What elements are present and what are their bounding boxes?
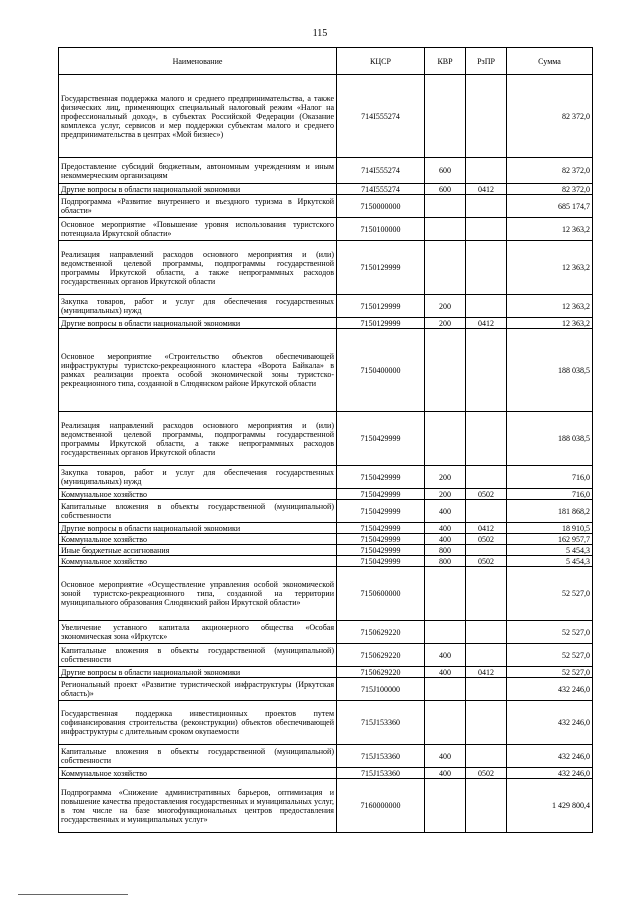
- cell-kvr: 800: [425, 556, 466, 567]
- cell-name: Коммунальное хозяйство: [59, 556, 337, 567]
- cell-sum: 188 038,5: [507, 329, 593, 412]
- table-row: [59, 621, 593, 644]
- table-row: [59, 75, 593, 158]
- table-row: [59, 534, 593, 545]
- budget-table: [58, 47, 593, 833]
- cell-rzpr: [466, 701, 507, 745]
- cell-rzpr: [466, 644, 507, 667]
- cell-kcsr: 7150129999: [337, 241, 425, 295]
- cell-kvr: [425, 621, 466, 644]
- cell-rzpr: [466, 567, 507, 621]
- cell-rzpr: 0502: [466, 534, 507, 545]
- cell-rzpr: [466, 745, 507, 768]
- cell-rzpr: [466, 412, 507, 466]
- cell-kcsr: 7150429999: [337, 545, 425, 556]
- cell-rzpr: 0412: [466, 667, 507, 678]
- cell-rzpr: [466, 545, 507, 556]
- cell-kcsr: 7150429999: [337, 500, 425, 523]
- cell-rzpr: [466, 678, 507, 701]
- table-row: [59, 184, 593, 195]
- cell-name: Подпрограмма «Развитие внутреннего и въездного туризма в Иркутской области»: [59, 195, 337, 218]
- cell-name: Подпрограмма «Снижение административных барьеров, оптимизация и повышение качества предоставления государственных и муниципальных услуг, в том числе на базе многофункциональных центров предоставления государственных и муниципальных услуг»: [59, 779, 337, 833]
- cell-kcsr: 715J100000: [337, 678, 425, 701]
- cell-rzpr: 0502: [466, 556, 507, 567]
- cell-rzpr: [466, 500, 507, 523]
- cell-kvr: 200: [425, 489, 466, 500]
- table-row: [59, 218, 593, 241]
- cell-kcsr: 7150429999: [337, 466, 425, 489]
- cell-kvr: [425, 218, 466, 241]
- cell-kcsr: 714I555274: [337, 184, 425, 195]
- cell-kcsr: 7150429999: [337, 523, 425, 534]
- cell-sum: 52 527,0: [507, 621, 593, 644]
- cell-kvr: 400: [425, 768, 466, 779]
- header-kvr: КВР: [425, 48, 466, 75]
- cell-sum: 716,0: [507, 466, 593, 489]
- cell-name: Закупка товаров, работ и услуг для обеспечения государственных (муниципальных) нужд: [59, 466, 337, 489]
- cell-kcsr: 7150100000: [337, 218, 425, 241]
- cell-sum: 432 246,0: [507, 701, 593, 745]
- cell-kcsr: 7150629220: [337, 667, 425, 678]
- table-row: [59, 412, 593, 466]
- cell-kvr: 400: [425, 500, 466, 523]
- cell-kvr: 200: [425, 295, 466, 318]
- cell-rzpr: [466, 466, 507, 489]
- table-row: [59, 158, 593, 184]
- cell-kvr: [425, 779, 466, 833]
- cell-kvr: [425, 75, 466, 158]
- table-row: [59, 295, 593, 318]
- cell-kvr: [425, 412, 466, 466]
- table-row: [59, 667, 593, 678]
- cell-rzpr: [466, 158, 507, 184]
- cell-sum: 82 372,0: [507, 184, 593, 195]
- footnote-rule: [18, 894, 128, 895]
- table-row: [59, 329, 593, 412]
- header-sum: Сумма: [507, 48, 593, 75]
- page-number: 115: [312, 28, 328, 39]
- table-row: [59, 523, 593, 534]
- cell-sum: 82 372,0: [507, 75, 593, 158]
- cell-kcsr: 715J153360: [337, 745, 425, 768]
- cell-kcsr: 715J153360: [337, 768, 425, 779]
- cell-sum: 5 454,3: [507, 545, 593, 556]
- cell-rzpr: [466, 621, 507, 644]
- table-row: [59, 567, 593, 621]
- cell-sum: 12 363,2: [507, 295, 593, 318]
- table-row: [59, 466, 593, 489]
- cell-sum: 432 246,0: [507, 745, 593, 768]
- table-row: [59, 489, 593, 500]
- cell-name: Основное мероприятие «Строительство объектов обеспечивающей инфраструктуры туристско-рекреационного кластера «Ворота Байкала» в рамках реализации проекта особой экономической зоны туристско-рекреационного типа, созданной в Слюдянском районе Иркутской области: [59, 329, 337, 412]
- cell-kvr: [425, 701, 466, 745]
- table-row: [59, 701, 593, 745]
- cell-rzpr: 0412: [466, 184, 507, 195]
- cell-sum: 52 527,0: [507, 667, 593, 678]
- cell-sum: 162 957,7: [507, 534, 593, 545]
- cell-kcsr: 7150429999: [337, 534, 425, 545]
- cell-sum: 432 246,0: [507, 678, 593, 701]
- cell-name: Другие вопросы в области национальной экономики: [59, 667, 337, 678]
- cell-rzpr: 0502: [466, 489, 507, 500]
- cell-rzpr: 0412: [466, 523, 507, 534]
- table-body: [59, 75, 593, 833]
- cell-kvr: [425, 195, 466, 218]
- cell-name: Региональный проект «Развитие туристической инфраструктуры (Иркутская область)»: [59, 678, 337, 701]
- cell-kvr: [425, 567, 466, 621]
- cell-sum: 1 429 800,4: [507, 779, 593, 833]
- cell-kvr: 400: [425, 644, 466, 667]
- cell-name: Коммунальное хозяйство: [59, 489, 337, 500]
- cell-kcsr: 7150129999: [337, 295, 425, 318]
- cell-kcsr: 7150600000: [337, 567, 425, 621]
- cell-name: Закупка товаров, работ и услуг для обеспечения государственных (муниципальных) нужд: [59, 295, 337, 318]
- cell-name: Государственная поддержка малого и среднего предпринимательства, а также физических лиц, применяющих специальный налоговый режим «Налог на профессиональный доход», в субъектах Российской Федерации (Оказание комплекса услуг, сервисов и мер поддержки субъектам малого и среднего предпринимательства в центрах «Мой бизнес»): [59, 75, 337, 158]
- table-row: [59, 545, 593, 556]
- cell-rzpr: [466, 295, 507, 318]
- cell-rzpr: [466, 779, 507, 833]
- cell-rzpr: [466, 195, 507, 218]
- cell-name: Коммунальное хозяйство: [59, 534, 337, 545]
- cell-name: Капитальные вложения в объекты государственной (муниципальной) собственности: [59, 500, 337, 523]
- cell-kcsr: 7150629220: [337, 621, 425, 644]
- table-row: [59, 318, 593, 329]
- cell-kcsr: 7150129999: [337, 318, 425, 329]
- cell-kcsr: 7150429999: [337, 412, 425, 466]
- table-row: [59, 678, 593, 701]
- cell-kcsr: 7150429999: [337, 556, 425, 567]
- cell-sum: 685 174,7: [507, 195, 593, 218]
- cell-kvr: [425, 241, 466, 295]
- cell-kcsr: 715J153360: [337, 701, 425, 745]
- cell-name: Предоставление субсидий бюджетным, автономным учреждениям и иным некоммерческим организациям: [59, 158, 337, 184]
- cell-name: Другие вопросы в области национальной экономики: [59, 184, 337, 195]
- cell-sum: 716,0: [507, 489, 593, 500]
- cell-kcsr: 7160000000: [337, 779, 425, 833]
- cell-kcsr: 714I555274: [337, 158, 425, 184]
- table-row: [59, 779, 593, 833]
- cell-rzpr: [466, 218, 507, 241]
- cell-kvr: 400: [425, 523, 466, 534]
- cell-kvr: [425, 329, 466, 412]
- cell-kcsr: 7150429999: [337, 489, 425, 500]
- cell-kvr: 400: [425, 534, 466, 545]
- cell-kvr: 400: [425, 667, 466, 678]
- cell-kvr: 400: [425, 745, 466, 768]
- cell-rzpr: [466, 329, 507, 412]
- cell-name: Коммунальное хозяйство: [59, 768, 337, 779]
- header-kcsr: КЦСР: [337, 48, 425, 75]
- cell-kvr: [425, 678, 466, 701]
- cell-kvr: 800: [425, 545, 466, 556]
- table-row: [59, 500, 593, 523]
- cell-sum: 5 454,3: [507, 556, 593, 567]
- cell-kvr: 200: [425, 466, 466, 489]
- cell-name: Реализация направлений расходов основного мероприятия и (или) ведомственной целевой программы, подпрограммы государственной программы Иркутской области, а также непрограммных расходов государственных органов Иркутской области: [59, 412, 337, 466]
- table-row: [59, 768, 593, 779]
- cell-kvr: 600: [425, 184, 466, 195]
- cell-rzpr: [466, 241, 507, 295]
- cell-name: Реализация направлений расходов основного мероприятия и (или) ведомственной целевой программы, подпрограммы государственной программы Иркутской области, а также непрограммных расходов государственных органов Иркутской области: [59, 241, 337, 295]
- cell-kcsr: 7150400000: [337, 329, 425, 412]
- cell-name: Увеличение уставного капитала акционерного общества «Особая экономическая зона «Иркутск»: [59, 621, 337, 644]
- cell-kcsr: 7150000000: [337, 195, 425, 218]
- cell-sum: 12 363,2: [507, 241, 593, 295]
- cell-name: Иные бюджетные ассигнования: [59, 545, 337, 556]
- cell-sum: 82 372,0: [507, 158, 593, 184]
- cell-sum: 52 527,0: [507, 644, 593, 667]
- cell-sum: 12 363,2: [507, 218, 593, 241]
- cell-name: Государственная поддержка инвестиционных проектов путем софинансирования строительства (реконструкции) объектов обеспечивающей инфраструктуры с длительным сроком окупаемости: [59, 701, 337, 745]
- cell-rzpr: 0412: [466, 318, 507, 329]
- cell-name: Основное мероприятие «Осуществление управления особой экономической зоной туристско-рекреационного типа, созданной на территории муниципального образования Слюдянский район Иркутской области»: [59, 567, 337, 621]
- cell-sum: 432 246,0: [507, 768, 593, 779]
- header-rzpr: РзПР: [466, 48, 507, 75]
- cell-kvr: 600: [425, 158, 466, 184]
- header-name: Наименование: [59, 48, 337, 75]
- table-row: [59, 745, 593, 768]
- cell-rzpr: [466, 75, 507, 158]
- cell-sum: 188 038,5: [507, 412, 593, 466]
- table-row: [59, 195, 593, 218]
- cell-kvr: 200: [425, 318, 466, 329]
- table-row: [59, 241, 593, 295]
- cell-sum: 18 910,5: [507, 523, 593, 534]
- cell-name: Другие вопросы в области национальной экономики: [59, 523, 337, 534]
- table-row: [59, 556, 593, 567]
- table-row: [59, 644, 593, 667]
- cell-sum: 181 868,2: [507, 500, 593, 523]
- cell-name: Другие вопросы в области национальной экономики: [59, 318, 337, 329]
- cell-kcsr: 7150629220: [337, 644, 425, 667]
- table-header-row: [59, 48, 593, 75]
- cell-sum: 52 527,0: [507, 567, 593, 621]
- cell-sum: 12 363,2: [507, 318, 593, 329]
- cell-name: Основное мероприятие «Повышение уровня использования туристского потенциала Иркутской области»: [59, 218, 337, 241]
- cell-name: Капитальные вложения в объекты государственной (муниципальной) собственности: [59, 745, 337, 768]
- cell-kcsr: 714I555274: [337, 75, 425, 158]
- cell-name: Капитальные вложения в объекты государственной (муниципальной) собственности: [59, 644, 337, 667]
- cell-rzpr: 0502: [466, 768, 507, 779]
